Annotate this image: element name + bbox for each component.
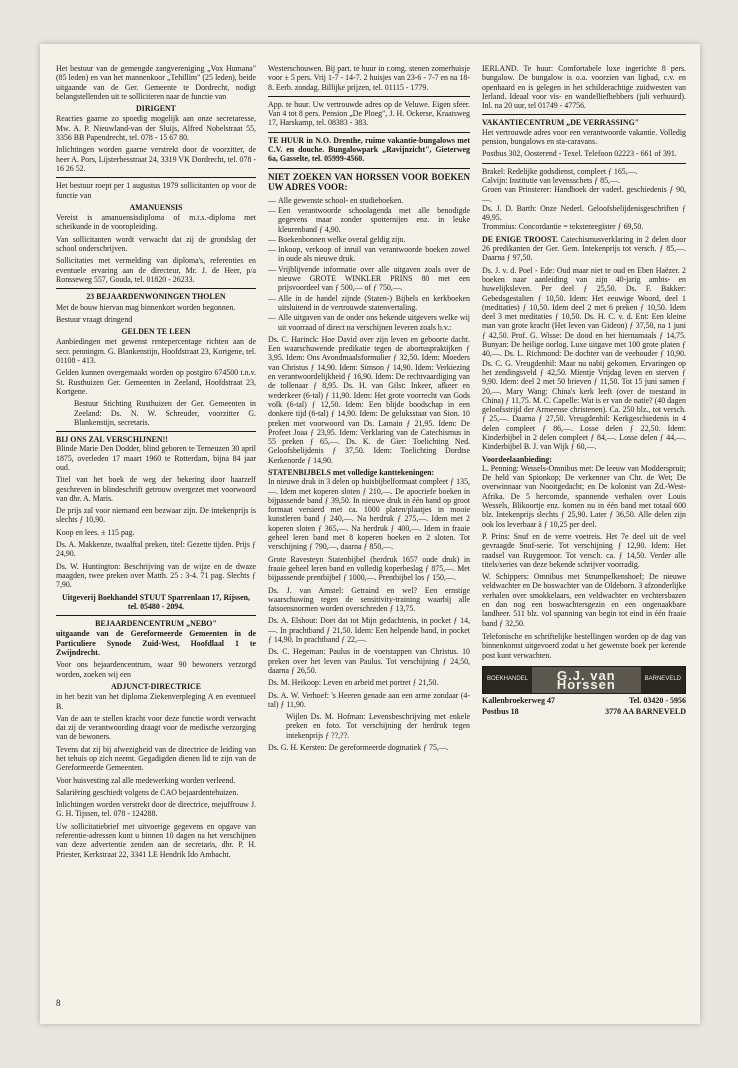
divider <box>268 168 470 169</box>
dirigent-text-1: Reacties gaarne zo spoedig mogelijk aan onze secretaresse, Mw. A. P. Nieuwland-van der Sluijs, Alfred Nobelstraat 55, 3356 BB Papendrecht, tel. 078 - 15 67 80. <box>56 114 256 143</box>
address-line <box>482 707 686 716</box>
amanuensis-text-3: Sollicitaties met vermelding van diploma's, referenties en eventuele ervaring aan de directeur, Mr. J. de Heer, p/a Ronsseweg 557, Gouda, tel. 01820 - 26233. <box>56 256 256 284</box>
hegeman-text: Ds. C. Hegeman: Paulus in de voetstappen van Christus. 10 preken over het leven van Paulus. Tot verschijning ƒ 24,50, daarna ƒ 26,50. <box>268 647 470 675</box>
nebo-text-7: Inlichtingen worden verstrekt door de directrice, mejuffrouw J. G. H. Tijssen, tel. 078 - 124288. <box>56 800 256 819</box>
adjunct-title: ADJUNCT-DIRECTRICE <box>110 681 202 691</box>
divider <box>56 615 256 616</box>
verschijnen-text-5: Ds. A. Makkenze, twaalftal preken, titel: Gezette tijden. Prijs ƒ 24,90. <box>56 540 256 559</box>
verschijnen-text-3: De prijs zal voor niemand een bezwaar zijn. De intekenprijs is slechts ƒ 10,90. <box>56 506 256 525</box>
horssen-logo <box>482 666 686 694</box>
divider <box>268 132 470 133</box>
divider <box>268 96 470 97</box>
hofman-text: Wijlen Ds. M. Hofman: Levensbeschrijving met enkele preken en foto. Tot verschijning der herdruk tegen intekenprijs ƒ ??,??. <box>286 712 470 740</box>
gelden-text-1: Aanbiedingen met gewenst rentepercentage richten aan de secr. penningm. G. Blankenstijn, Hoofdstraat 23, Kortgene, tel. 01108 - 413. <box>56 337 256 366</box>
list-item: — Een verantwoorde schoolagenda met alle benodigde gegevens maar zonder spotternijen enz. in leuke kleurenband ƒ 4,90. <box>268 205 470 234</box>
book-item: Brakel: Redelijke godsdienst, compleet ƒ 165,—. <box>482 166 638 176</box>
dirigent-text-2: Inlichtingen worden gaarne verstrekt door de voorzitter, de heer A. Pors, Lijsterbesstraat 24, 3319 VK Dordrecht, tel. 078 - 16 26 52. <box>56 145 256 173</box>
ad-veluwe: App. te huur. Uw vertrouwde adres op de Veluwe. Eigen sfeer. Van 4 tot 8 pers. Pension „De Ploeg", J. H. Ockerse, Kraatsweg 17, Harskamp, tel. 08383 - 383. <box>268 99 470 128</box>
verschijnen-text-6: Ds. W. Huntington: Beschrijving van de wijze en de dwaze maagden, twee preken over Matth. 25 : 3-4. 71 pag. Slechts ƒ 7,90. <box>56 561 256 590</box>
list-item: — Alle in de handel zijnde (Staten-) Bijbels en kerkboeken uitsluitend in de vertrouwde statenvertaling. <box>268 293 470 312</box>
column-left <box>56 64 256 964</box>
statenbijbels-title: STATENBIJBELS met volledige kanttekeningen: <box>268 467 435 477</box>
amanuensis-text-2: Van sollicitanten wordt verwacht dat zij de grondslag der school onderschrijven. <box>56 234 256 254</box>
stuut-signature: Uitgeverij Boekhandel STUUT Sparrenlaan 17, Rijssen, tel. 05480 - 2094. <box>61 592 250 611</box>
gelden-text-2: Gelden kunnen overgemaakt worden op postgiro 674500 t.n.v. St. Rusthuizen Ger. Gemeenten in Zeeland, Hoofdstraat 23, Kortgene. <box>56 368 256 396</box>
nebo-text-2: in het bezit van het diploma Ziekenverpleging A en eventueel B. <box>56 692 256 711</box>
book-item: Trommius: Concordantie = tekstenregister ƒ 69,50. <box>482 222 644 232</box>
elshout-text: Ds. A. Elshout: Doet dat tot Mijn gedachtenis, in pocket ƒ 14,—. In prachtband ƒ 21,50. Idem: Een helpende hand, in pocket ƒ 14,90. In prachtband ƒ 22,—. <box>268 616 470 645</box>
column-right <box>482 64 686 964</box>
nebo-title: BEJAARDENCENTRUM „NEBO" <box>95 619 217 629</box>
newspaper-page <box>40 44 700 1024</box>
nebo-text-5: Voor huisvesting zal alle medewerking worden verleend. <box>56 775 236 785</box>
verhoef-text: Ds. A. W. Verhoef: 's Heeren genade aan een arme zondaar (4-tal) ƒ 11,90. <box>268 690 470 709</box>
address-line <box>482 696 686 705</box>
amanuensis-title: AMANUENSIS <box>129 202 183 212</box>
nebo-text-6: Salariëring geschiedt volgens de CAO bejaardentehuizen. <box>56 787 239 797</box>
address-postbus: Postbus 18 <box>482 707 519 717</box>
book-item: Groen van Prinsterer: Handboek der vaderl. geschiedenis ƒ 90,—. <box>482 185 686 204</box>
list-item: — Inkoop, verkoop of inruil van verantwoorde boeken zowel in oude als nieuwe druk. <box>268 245 470 264</box>
heikoop-text: Ds. M. Heikoop: Leven en arbeid met portret ƒ 21,50. <box>268 678 439 688</box>
telefoon-text: Telefonische en schriftelijke bestellingen worden op de dag van binnenkomst uitgevoerd zodat u het gewenste boek per kerende post kunt verwachten. <box>482 631 686 660</box>
divider <box>56 431 256 432</box>
books-text: Ds. J. v. d. Poel - Ede: Oud maar niet te oud en Eben Haëzer. 2 boeken naar aanleiding van zijn 40-jarig ambts- en huwelijksleven. Per deel ƒ 25,50. Ds. F. Bakker: Gebedsgestalten ƒ 10,50. Idem: Het eeuwige Woord, deel 1 (meditaties) ƒ 10,50. Idem deel 2 met 6 preken ƒ 10,50. Idem deel 3 met meditaties ƒ 10,50. Ds. H. C. v. d. Ent: Een kleine man van grote kracht (Het leven van Gideon) ƒ 37,50, na 1 juni ƒ 42,50. Prof. G. Wisse: De dood en het hiernamaals ƒ 14,75. Bunyan: De heilige oorlog. Luxe uitgave met 100 grote platen ƒ 40,—. Ds. L. Richmond: De dochter van de veehouder ƒ 10,90. Ds. C. G. Vreugdenhil: Maar nu nabij gekomen. Ervaringen op het zendingsveld ƒ 42,50. Mientje Vrijdag leven en sterven ƒ 9,90. Idem: deel 2 met 50 brieven ƒ 11,50. Tot 15 juni samen ƒ 20,—. Mary Wang: China's kerk leeft (over de toestand in China) ƒ 11,75. M. C. Capelle: Wat is er van de natie? (40 dagen geloofsstrijd der Armeense christenen). Ca. 250 blz., tot versch. ƒ 25,—. Daarna ƒ 27,50. Vreugdenhil: Kerkgeschiedenis in 4 delen compleet ƒ 86,—. Losse delen ƒ 22,50. Idem: Kinderbijbel in 2 delen compleet ƒ 84,—. Losse delen ƒ 44,—. Kinderbijbel B. J. van Wijk ƒ 60,—. <box>482 265 686 452</box>
zang-intro: Het bestuur van de gemengde zangvereniging „Vox Humana" (85 leden) en van het mannenkoor „Tehillim" (25 leden), beide uitgaande van de Ger. Gemeente te Dordrecht, nodigt belangstellenden uit te solliciteren naar de functie van <box>56 64 256 101</box>
ad-westerschouwen: Westerschouwen. Bij part. te huur in r.omg. stenen zomerhuisje voor ± 5 pers. Vrij 1-7 - 14-7. 2 huisjes van 23-6 - 7-7 en na 18-8. Eerb. zondag. Billijke prijzen, tel. 01115 - 1779. <box>268 64 470 92</box>
divider <box>56 288 256 289</box>
book-item: Calvijn: Institutie van levensschets ƒ 85,—. <box>482 175 620 185</box>
statenbijbels-text: In nieuwe druk in 3 delen op huisbijbelformaat compleet ƒ 135,—. Idem met koperen sloten ƒ 210,—. De apocriefe boeken in bijpassende band ƒ 39,50. In nieuwe druk in één band op groot formaat versierd met ca. 1000 platen/plaatjes in mooie kunstleren band ƒ 240,—. Na herdruk ƒ 275,—. Idem met 2 koperen sloten ƒ 365,—. Na herdruk ƒ 400,—. Idem in fraaie geheel leren band met 8 koperen hoeken en 2 sloten. Tot verschijning ƒ 790,—, daarna ƒ 850,—. <box>268 477 470 552</box>
verrassing-text-2: Postbus 302, Oosterend - Texel. Telefoon 02223 - 661 of 391. <box>482 149 677 159</box>
page-number: 8 <box>56 998 61 1008</box>
list-item: — Boekenbonnen welke overal geldig zijn. <box>268 234 406 244</box>
dirigent-title: DIRIGENT <box>136 104 176 114</box>
logo-left-text: BOEKHANDEL <box>487 676 529 683</box>
kersten-text: Ds. G. H. Kersten: De gereformeerde dogmatiek ƒ 75,—. <box>268 743 449 752</box>
troost-title: DE ENIGE TROOST. <box>482 234 558 244</box>
logo-right-text: BARNEVELD <box>644 676 681 683</box>
nebo-text-3: Van de aan te stellen kracht voor deze functie wordt verwacht dat zij de verantwoording draagt voor de medische verzorging van de bewoners. <box>56 713 256 742</box>
list-item: — Vrijblijvende informatie over alle uitgaven zoals over de nieuwe GROTE WINKLER PRINS 80 met een prijsvoordeel van ƒ 500,— of ƒ 750,—. <box>268 264 470 293</box>
verschijnen-text-1: Blinde Marie Den Dodder, blind geboren te Terneuzen 30 april 1875, overleden 17 maart 1960 te Rotterdam, bijna 84 jaar oud. <box>56 444 256 472</box>
verrassing-title: VAKANTIECENTRUM „DE VERRASSING" <box>482 118 640 128</box>
tholen-text-2: Bestuur vraagt dringend <box>56 314 133 324</box>
nebo-text-4: Tevens dat zij bij afwezigheid van de directrice de leiding van het tehuis op zich neemt. Gegadigden dienen lid te zijn van de Gereformeerde Gemeenten. <box>56 744 256 773</box>
nebo-subtitle: uitgaande van de Gereformeerde Gemeenten in de Particuliere Synode Zuid-West, Hoofdlaal 1 te Zwijndrecht. <box>56 629 256 658</box>
column-middle <box>268 64 470 964</box>
amstel-text: Ds. J. van Amstel: Getraind en wel? Een ernstige waarschuwing tegen de sensitivity-training waarbij alle fatsoensnormen worden overschreden ƒ 13,75. <box>268 585 470 614</box>
amanuensis-intro: Het bestuur roept per 1 augustus 1979 sollicitanten op voor de functie van <box>56 181 256 200</box>
address-city: 3770 AA BARNEVELD <box>605 707 686 717</box>
voordeel-text: L. Penning: Wessels-Omnibus met: De leeuw van Modderspruit; De held van Spionkop; De verkenner van Chr. de Wet; De overwinnaar van Nooitgedacht; en De kolonist van Zd.-West-Afrika. De 5 hercomde, spannende verhalen over Louis Wessels, Blikoortje enz. komen nu in één band met totaal 600 blz. Intekenprijs slechts ƒ 25,90. Later ƒ 36,50. Alle delen zijn ook los leverbaar à ƒ 10,25 per deel. <box>482 463 686 529</box>
gelden-title: GELDEN TE LEEN <box>121 327 191 337</box>
tholen-title: 23 BEJAARDENWONINGEN THOLEN <box>86 292 226 302</box>
harinck-text: Ds. C. Harinck: Hoe David over zijn leven en geboorte dacht. Een waarschuwende predikatie tegen de abortuspraktijken ƒ 3,95. Idem: Ons Avondmaalsformulier ƒ 32,50. Idem: Moeders van Christus ƒ 14,90. Idem: Simson ƒ 14,90. Idem: Verkiezing en verantwoordelijkheid ƒ 16,90. Idem: De rechtvaardiging van de tollenaar ƒ 8,95. Ds. H. van Gilst: Inkeer, afkeer en wederkeer (6-tal) ƒ 11,90. Idem: Het grote voorrecht van Gods volk (6-tal) ƒ 12,50. Idem: Een blijde boodschap in een donkere tijd (6-tal) ƒ 14,90. Idem: De geluksstaat van Sion. 10 preken met voorwoord van Ds. Lamain ƒ 21,95. Idem: De Profeet Joaa ƒ 23,95. Idem: Verklaring van de Catechismus in 55 preken ƒ 65,—. Ds. K. de Gier: Toelichting Ned. Geloofsbelijdenis ƒ 37,50. Idem: Toelichting Dordtse Kerkenorde ƒ 14,90. <box>268 334 470 465</box>
voordeel-title: Voordeelaanbieding: <box>482 454 552 464</box>
troost-text: Catechismusverklaring in 2 delen door 26 predikanten der Ger. Gem. Intekenprijs tot versch. ƒ 85,—. Daarna ƒ 97,50. <box>482 234 686 263</box>
book-item: Ds. J. D. Barth: Onze Nederl. Geloofsbelijdenisgeschriften ƒ 49,95. <box>482 203 686 223</box>
address-phone: Tel. 03420 - 5956 <box>628 695 686 705</box>
list-item: — Alle uitgaven van de onder ons bekende uitgevers welke wij uit voorraad of direct na verschijnen leveren zoals b.v.: <box>268 313 470 332</box>
ad-ierland: IERLAND. Te huur: Comfortabele luxe ingerichte 8 pers. bungalow. De bungalow is o.a. voorzien van ligbad, c.v. en openhaard en is gelegen in het schilderachtige zuidwesten van Ierland. Ideaal voor vis- en wandelliefhebbers (juli verhuurd). Inl. na 20 uur, tel 01749 - 47756. <box>482 64 686 111</box>
verrassing-text-1: Het vertrouwde adres voor een verantwoorde vakantie. Volledig pension, bungalows en sta-caravans. <box>482 127 686 147</box>
verschijnen-title: BIJ ONS ZAL VERSCHIJNEN!! <box>56 435 168 445</box>
logo-main-text: G.J. van Horssen <box>532 667 641 694</box>
ad-drenthe: TE HUUR in N.O. Drenthe, ruime vakantie-bungalows met C.V. en douche. Bungalowpark „Ravijnzicht", Gieterweg 6a, Gasselte, tel. 05999-4560. <box>268 135 470 164</box>
address-street: Kallenbroekerweg 47 <box>482 695 555 705</box>
verschijnen-text-2: Titel van het boek de weg der bekering door haarzelf geschreven in blindeschrift getrouw overgezet met voorwoord van dhr. A. Maris. <box>56 475 256 503</box>
nebo-text-1: Voor ons bejaardencentrum, waar 90 bewoners verzorgd worden, zoeken wij een <box>56 660 256 679</box>
horssen-heading: NIET ZOEKEN VAN HORSSEN VOOR BOEKEN UW ADRES VOOR: <box>268 171 470 193</box>
ravesteyn-text: Grote Ravesteyn Statenbijbel (herdruk 1657 oude druk) in fraaie geheel leren band en volledig koperbeslag ƒ 875,—. Met bijpassende prentbijbel ƒ 1000,—. Prentbijbel los ƒ 150,—. <box>268 554 470 583</box>
schippers-text: W. Schippers: Omnibus met Strumpelkenshoef; De nieuwe veldwachter en De boswachter van de Oldeborn. 3 afzonderlijke verhalen over smokkelaars, een veldwachter en vechtersbazen en dan nog een boswachtersgezin en een ongenaakbare landheer. 511 blz. vol spanning van begin tot eind in één fraaie band ƒ 32,50. <box>482 572 686 628</box>
list-item: — Alle gewenste school- en studieboeken. <box>268 195 404 205</box>
tholen-text-1: Met de bouw hiervan mag binnenkort worden begonnen. <box>56 302 236 312</box>
verschijnen-text-4: Koop en lees. ± 115 pag. <box>56 527 135 537</box>
troost-block <box>482 235 686 263</box>
nebo-text-8: Uw sollicitatiebrief met uitvoerige gegevens en opgave van referentie-adressen kunt u binnen 10 dagen na het verschijnen van deze advertentie zenden aan de secretaris, dhr. P. H. Priester, Kerkstraat 22, 3341 LE Hendrik Ido Ambacht. <box>56 821 256 859</box>
divider <box>482 163 686 164</box>
prins-text: P. Prins: Snuf en de verre voetreis. Het 7e deel uit de veel gevraagde Snuf-serie. Tot verschijning ƒ 12,90. Idem: Het raadsel van Ruygemoor. Tot versch. ca. ƒ 14,50. Verder alle titels/series van deze bekende schrijver voorradig. <box>482 531 686 569</box>
amanuensis-text-1: Vereist is amanuensisdiploma of m.t.s.-diploma met scheikunde in de vooropleiding. <box>56 213 256 232</box>
divider <box>482 114 686 115</box>
gelden-signature: Bestuur Stichting Rusthuizen der Ger. Gemeenten in Zeeland: Ds. N. W. Schreuder, voorzitter G. Blankenstijn, secretaris. <box>74 399 256 427</box>
divider <box>56 177 256 178</box>
